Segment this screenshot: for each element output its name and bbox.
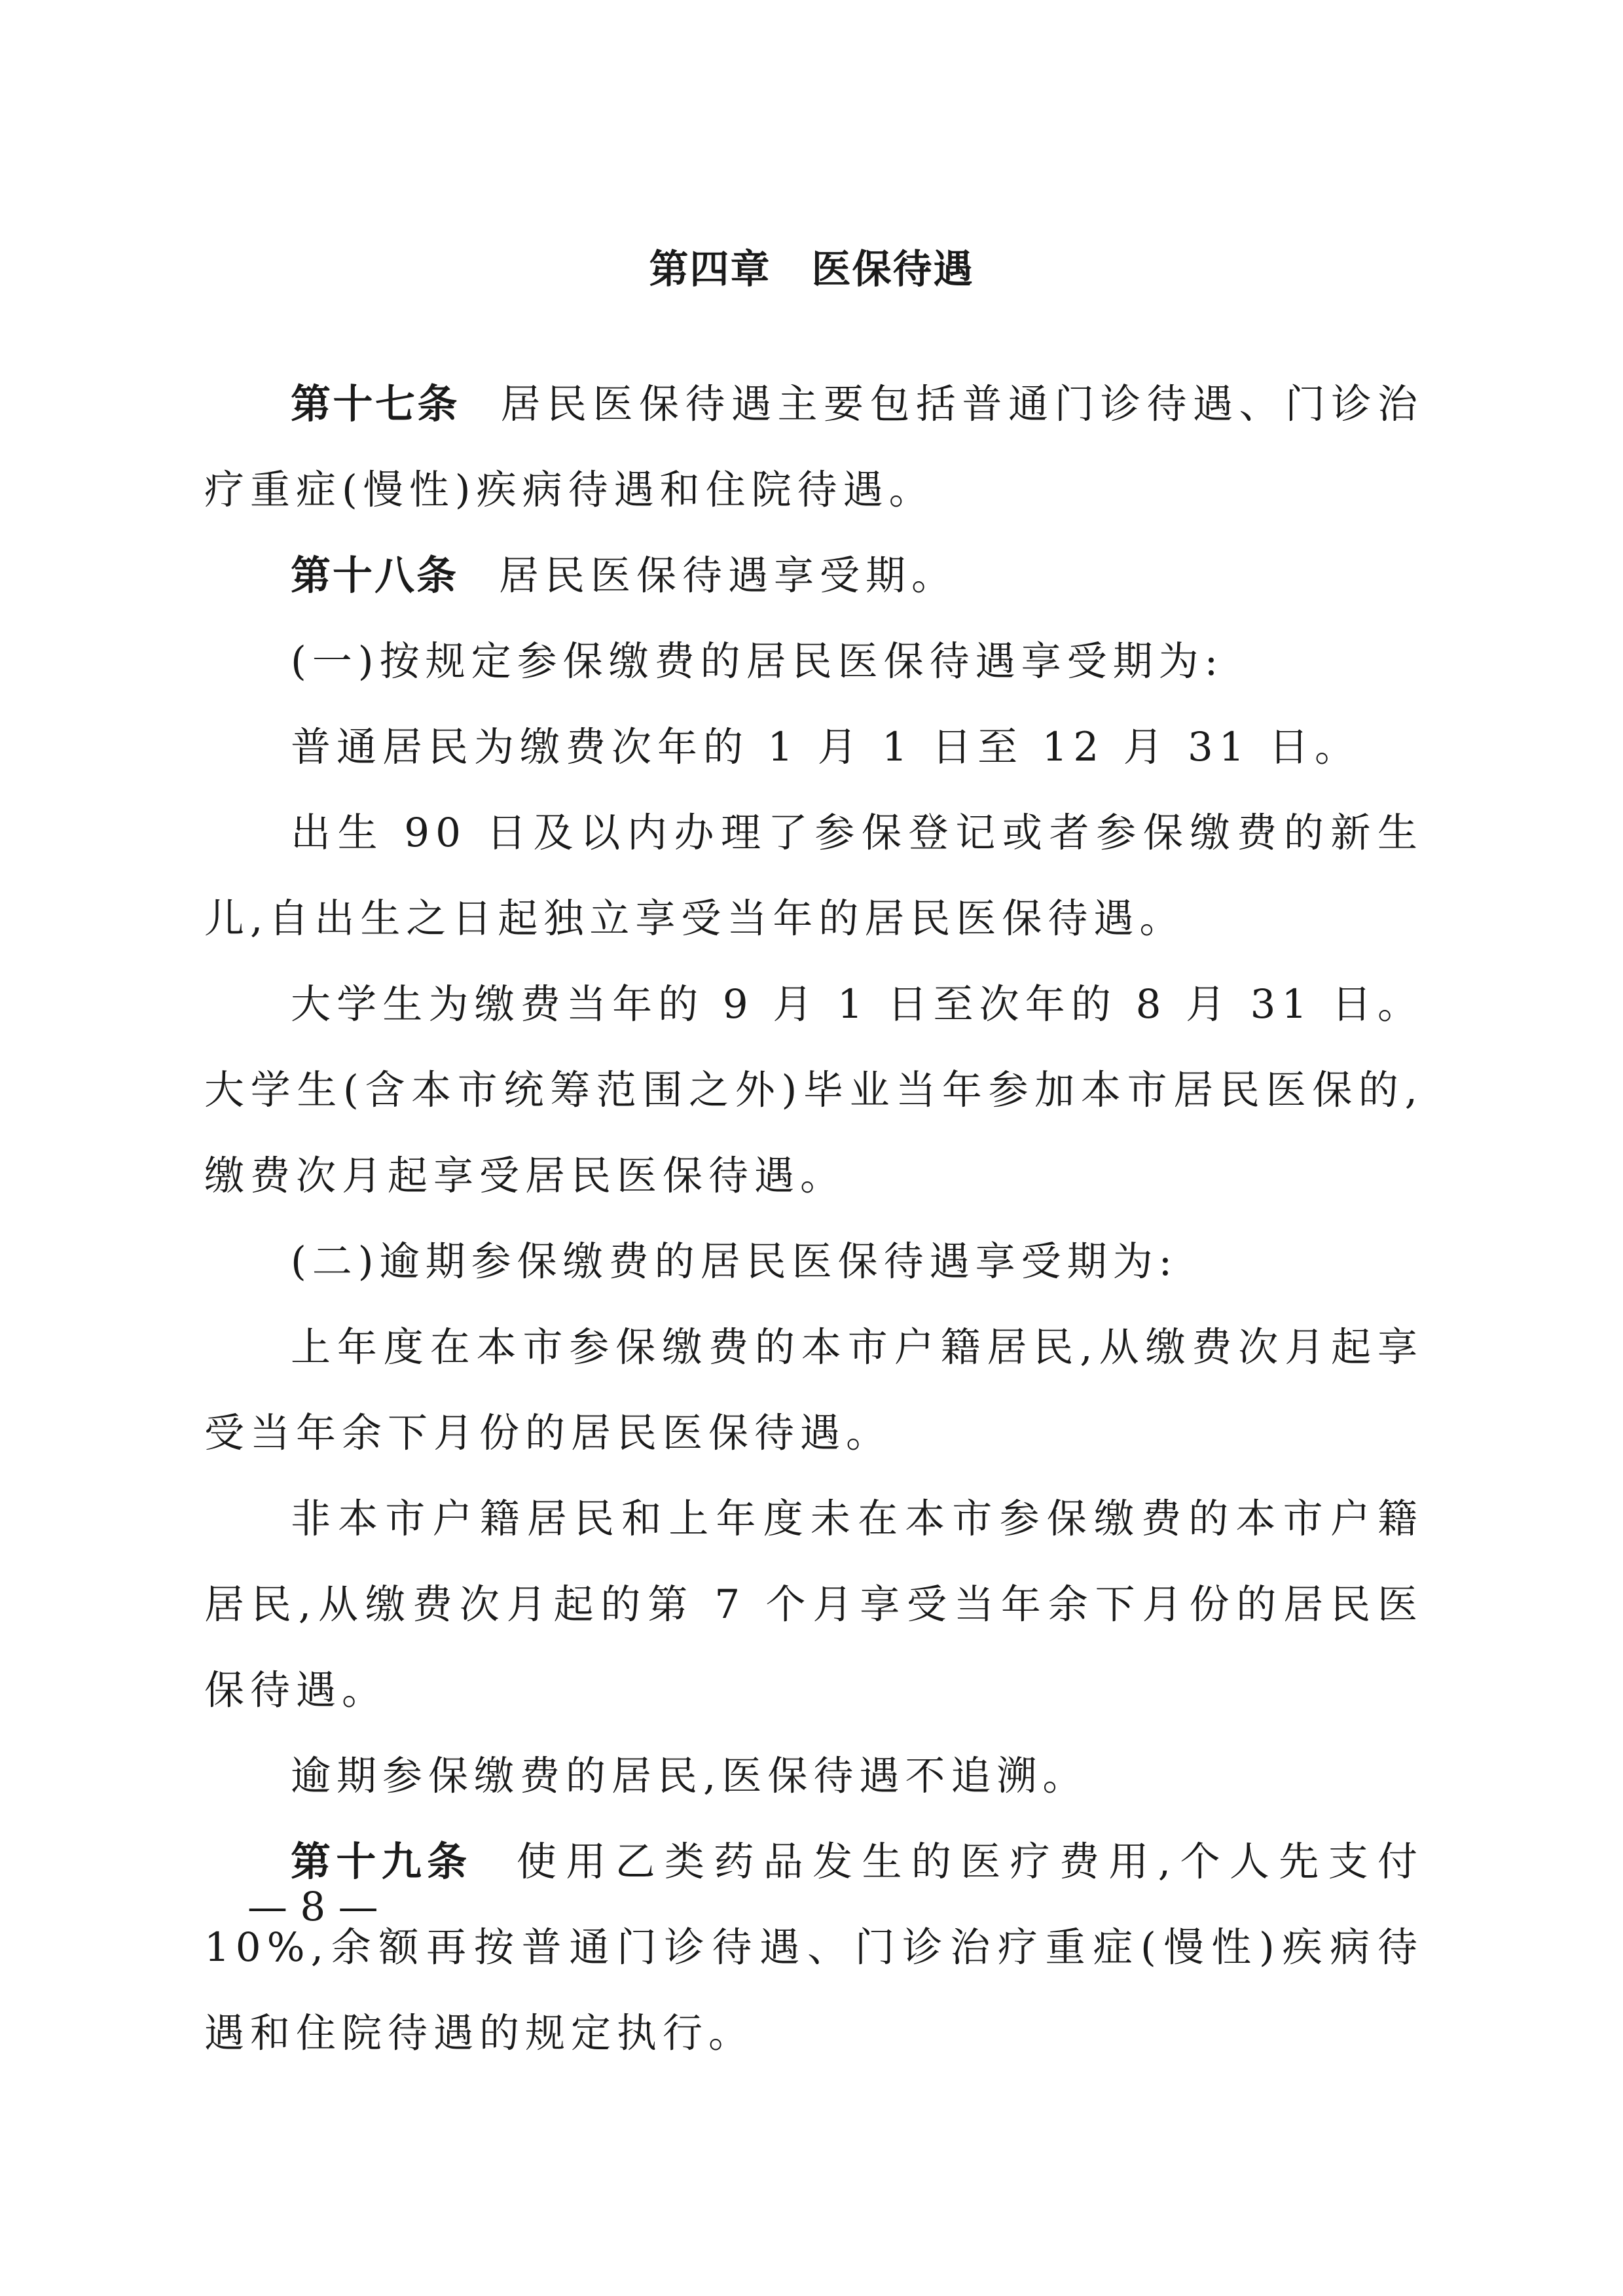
paragraph-article-17 [204, 361, 1423, 533]
article-number: 第十九条 [291, 1839, 473, 1885]
article-number: 第十七条 [291, 381, 460, 427]
paragraph-article-18 [204, 533, 1423, 619]
paragraph: 普通居民为缴费次年的 1 月 1 日至 12 月 31 日。 [291, 724, 1360, 770]
paragraph-text: 居民医保待遇主要包括普通门诊待遇、门诊治疗重症(慢性)疾病待遇和住院待遇。 [204, 381, 1423, 513]
paragraph-text: 居民医保待遇享受期。 [499, 552, 958, 599]
paragraph: 非本市户籍居民和上年度未在本市参保缴费的本市户籍居民,从缴费次月起的第 7 个月享受当年余下月份的居民医保待遇。 [204, 1496, 1423, 1713]
paragraph: 出生 90 日及以内办理了参保登记或者参保缴费的新生儿,自出生之日起独立享受当年的居民医保待遇。 [204, 810, 1423, 942]
paragraph: (二)逾期参保缴费的居民医保待遇享受期为: [291, 1238, 1178, 1285]
chapter-title: 第四章 医保待遇 [649, 247, 974, 293]
paragraph-text: 使用乙类药品发生的医疗费用,个人先支付 10%,余额再按普通门诊待遇、门诊治疗重症(慢性)疾病待遇和住院待遇的规定执行。 [204, 1839, 1423, 2056]
paragraph: (一)按规定参保缴费的居民医保待遇享受期为: [291, 638, 1224, 685]
paragraph: 大学生为缴费当年的 9 月 1 日至次年的 8 月 31 日。大学生(含本市统筹范围之外)毕业当年参加本市居民医保的,缴费次月起享受居民医保待遇。 [204, 981, 1423, 1199]
body-text [204, 361, 1423, 2076]
paragraph: 上年度在本市参保缴费的本市户籍居民,从缴费次月起享受当年余下月份的居民医保待遇。 [204, 1324, 1423, 1456]
paragraph-article-19 [204, 1819, 1423, 2076]
paragraph: 逾期参保缴费的居民,医保待遇不追溯。 [291, 1753, 1089, 1799]
page-number: — 8 — [247, 1884, 378, 1930]
article-number: 第十八条 [291, 552, 459, 599]
